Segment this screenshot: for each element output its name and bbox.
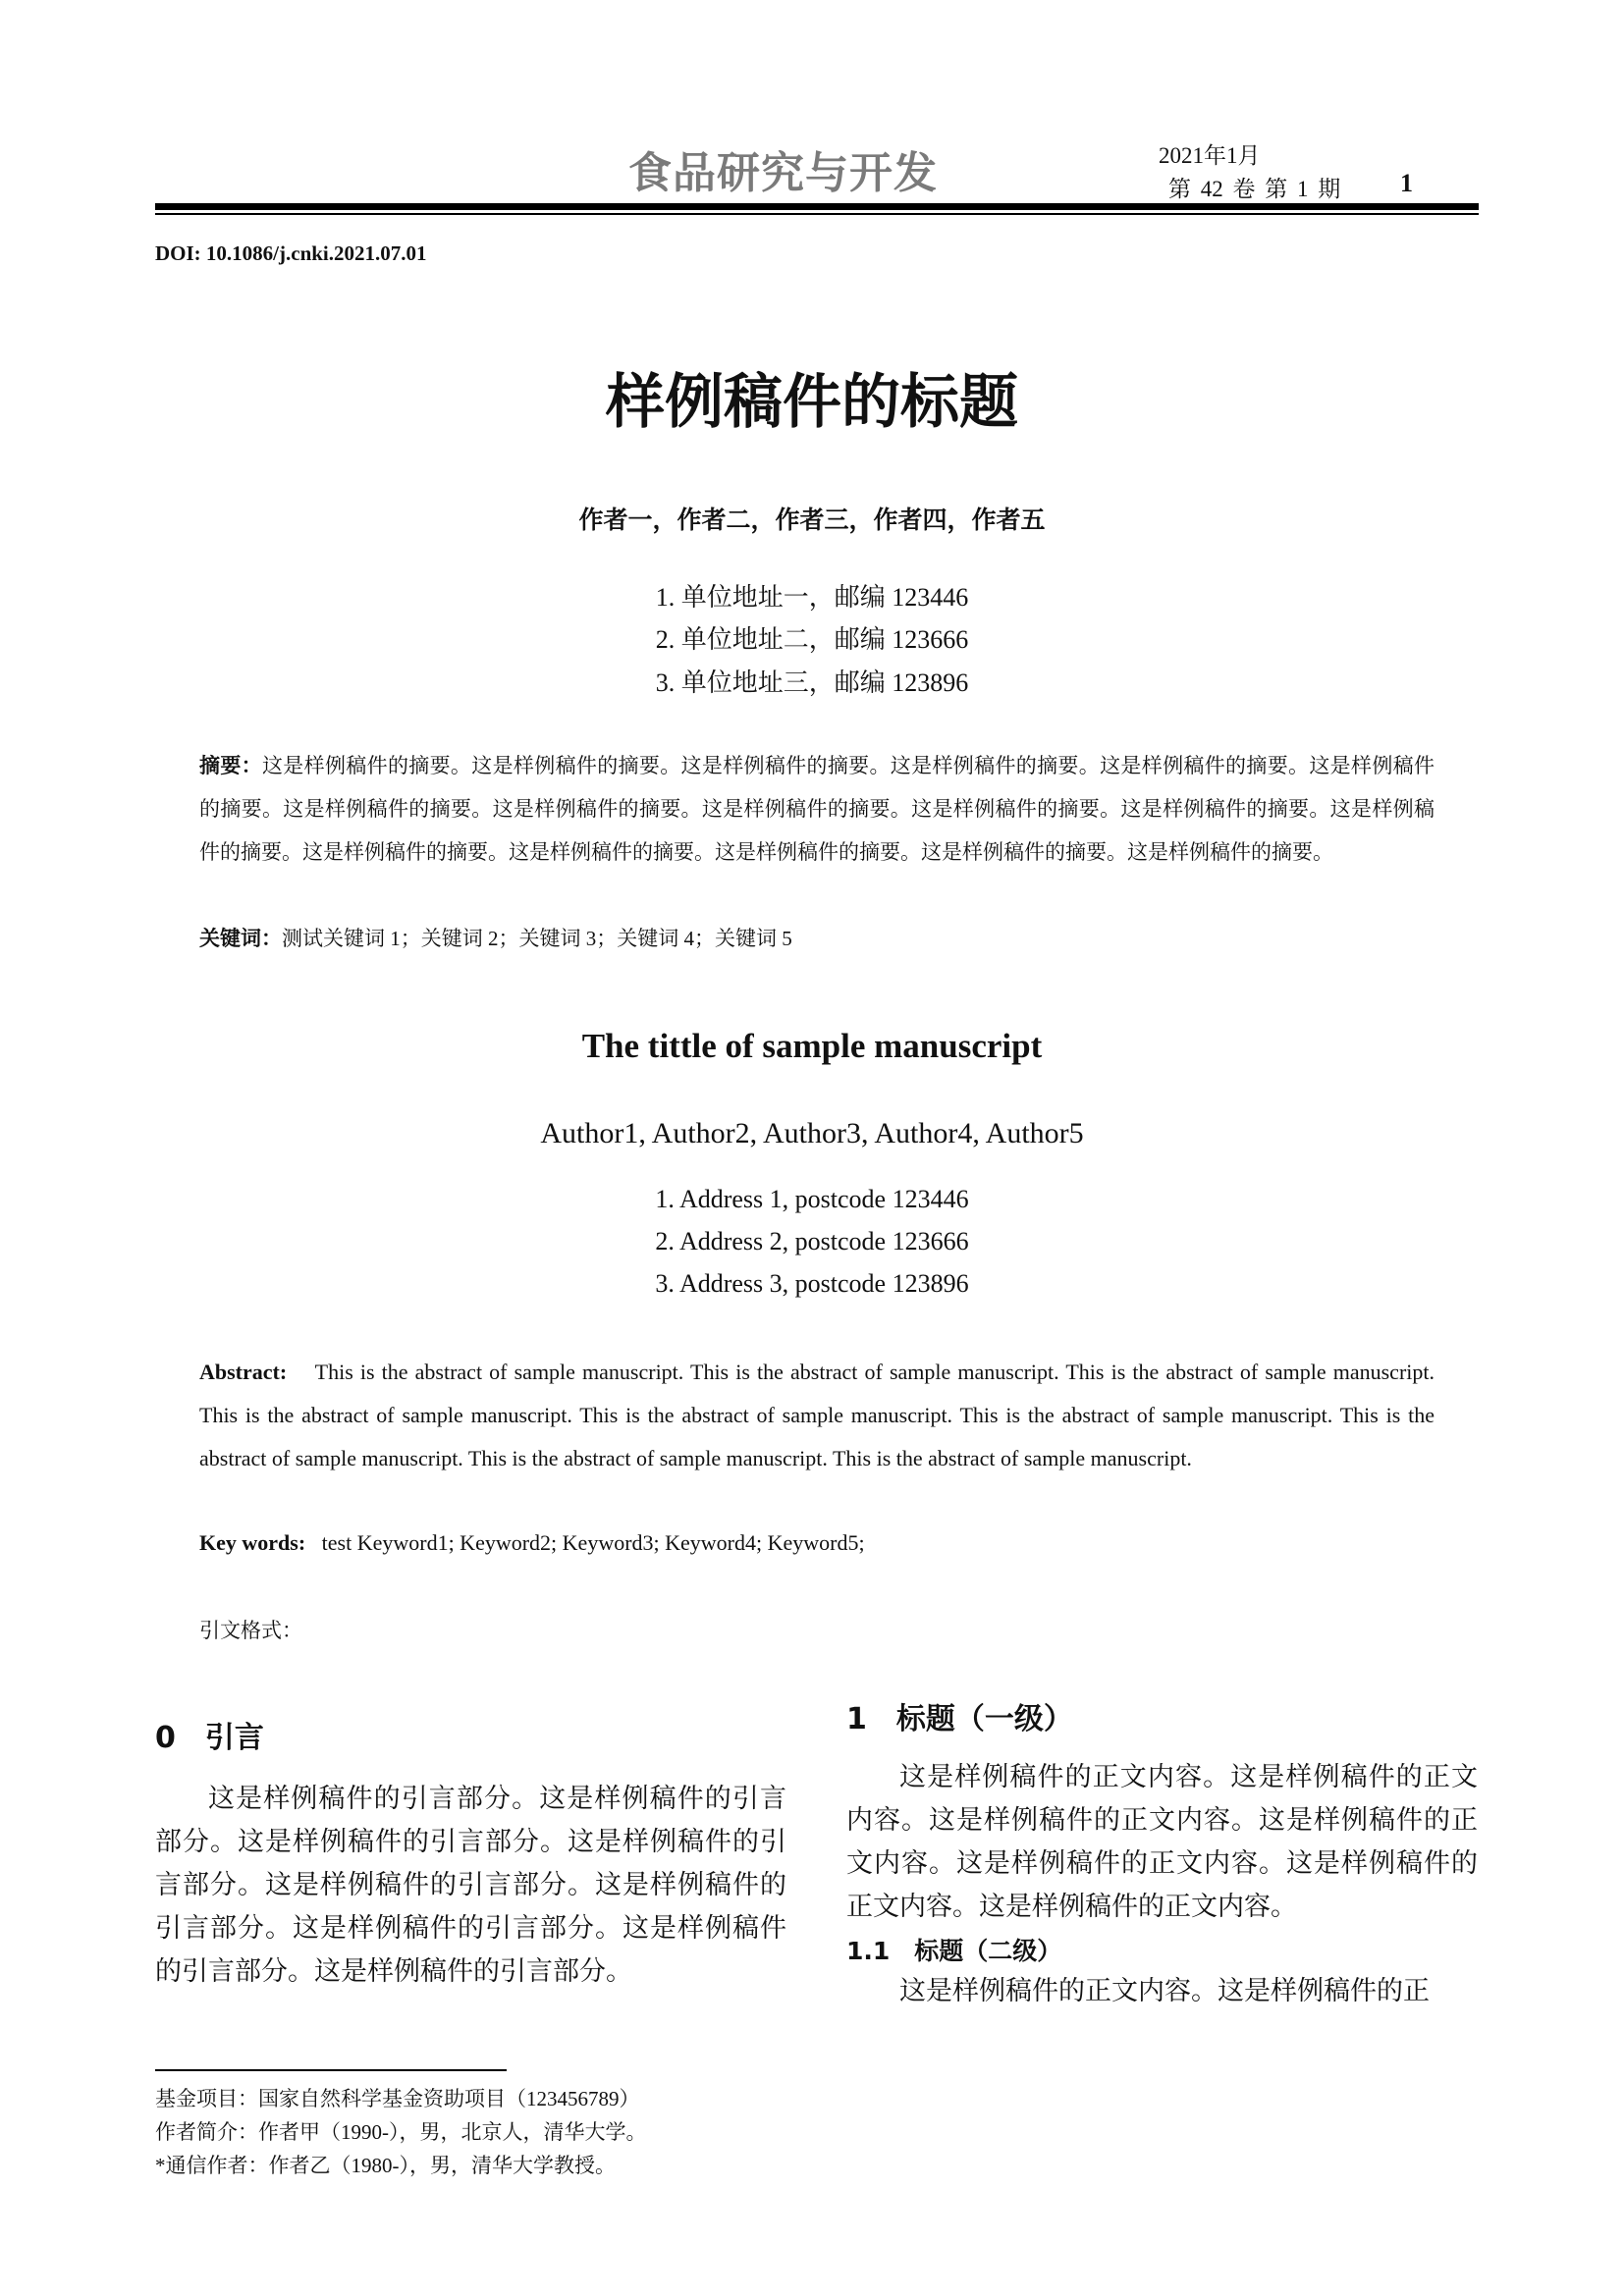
keywords-cn	[199, 917, 1435, 960]
keywords-label: 关键词：	[199, 927, 282, 950]
section-heading: 1 标题（一级）	[846, 1702, 1073, 1736]
address-en: 3. Address 3, postcode 123896	[655, 1269, 969, 1298]
title-cn: 样例稿件的标题	[606, 368, 1018, 437]
address-en: 2. Address 2, postcode 123666	[655, 1227, 969, 1255]
keywords-en	[199, 1522, 1435, 1565]
journal-name: 食品研究与开发	[628, 148, 938, 198]
address-cn: 3. 单位地址三，邮编 123896	[655, 668, 969, 697]
footnote-funding: 基金项目：国家自然科学基金资助项目（123456789）	[155, 2087, 640, 2110]
abstract-cn	[199, 744, 1435, 874]
address-cn: 1. 单位地址一，邮编 123446	[655, 583, 969, 612]
body-paragraph: 这是样例稿件的正文内容。这是样例稿件的正	[899, 1976, 1430, 2005]
header-rule-thick	[155, 203, 1479, 210]
keywords-text: 测试关键词 1；关键词 2；关键词 3；关键词 4；关键词 5	[282, 927, 792, 950]
header-rule-thin	[155, 213, 1479, 215]
footnote-author: 作者简介：作者甲（1990-），男，北京人，清华大学。	[155, 2120, 647, 2144]
footnote-corresponding: *通信作者：作者乙（1980-），男，清华大学教授。	[155, 2154, 616, 2177]
volume-issue: 第 42 卷 第 1 期	[1168, 177, 1341, 201]
abstract-text: This is the abstract of sample manuscript. This is the abstract of sample manuscript. This is the abstract of sample manuscript. This is the abstract of sample manuscript. This is the abstract of sample manuscript. This is the abstract of sample manuscript. This is the abstract of sample manuscript. This is the abstract of sample manuscript. This is the abstract of sample manuscript.	[199, 1360, 1435, 1470]
authors-en: Author1, Author2, Author3, Author4, Author5	[540, 1117, 1084, 1149]
doi: DOI: 10.1086/j.cnki.2021.07.01	[155, 241, 427, 265]
footnote-rule	[155, 2069, 507, 2071]
page-number: 1	[1400, 169, 1413, 197]
abstract-label: 摘要：	[199, 754, 262, 777]
body-paragraph: 这是样例稿件的正文内容。这是样例稿件的正文内容。这是样例稿件的正文内容。这是样例稿件的正文内容。这是样例稿件的正文内容。这是样例稿件的正文内容。这是样例稿件的正文内容。	[846, 1762, 1478, 1921]
abstract-text: 这是样例稿件的摘要。这是样例稿件的摘要。这是样例稿件的摘要。这是样例稿件的摘要。这是样例稿件的摘要。这是样例稿件的摘要。这是样例稿件的摘要。这是样例稿件的摘要。这是样例稿件的摘要。这是样例稿件的摘要。这是样例稿件的摘要。这是样例稿件的摘要。这是样例稿件的摘要。这是样例稿件的摘要。这是样例稿件的摘要。这是样例稿件的摘要。这是样例稿件的摘要。	[199, 754, 1435, 864]
section-heading: 0 引言	[155, 1721, 264, 1755]
issue-date: 2021年1月	[1159, 143, 1261, 168]
keywords-text: test Keyword1; Keyword2; Keyword3; Keyword4; Keyword5;	[321, 1530, 865, 1555]
address-en: 1. Address 1, postcode 123446	[655, 1185, 969, 1213]
authors-cn: 作者一，作者二，作者三，作者四，作者五	[578, 506, 1046, 534]
address-cn: 2. 单位地址二，邮编 123666	[655, 625, 969, 654]
abstract-label: Abstract:	[199, 1360, 288, 1384]
title-en: The tittle of sample manuscript	[581, 1027, 1043, 1065]
abstract-en	[199, 1351, 1435, 1480]
citation-format: 引文格式：	[199, 1619, 302, 1642]
subsection-heading: 1.1 标题（二级）	[846, 1937, 1062, 1965]
keywords-label: Key words:	[199, 1530, 306, 1555]
intro-paragraph: 这是样例稿件的引言部分。这是样例稿件的引言部分。这是样例稿件的引言部分。这是样例稿件的引言部分。这是样例稿件的引言部分。这是样例稿件的引言部分。这是样例稿件的引言部分。这是样例稿件的引言部分。这是样例稿件的引言部分。	[155, 1784, 786, 1986]
